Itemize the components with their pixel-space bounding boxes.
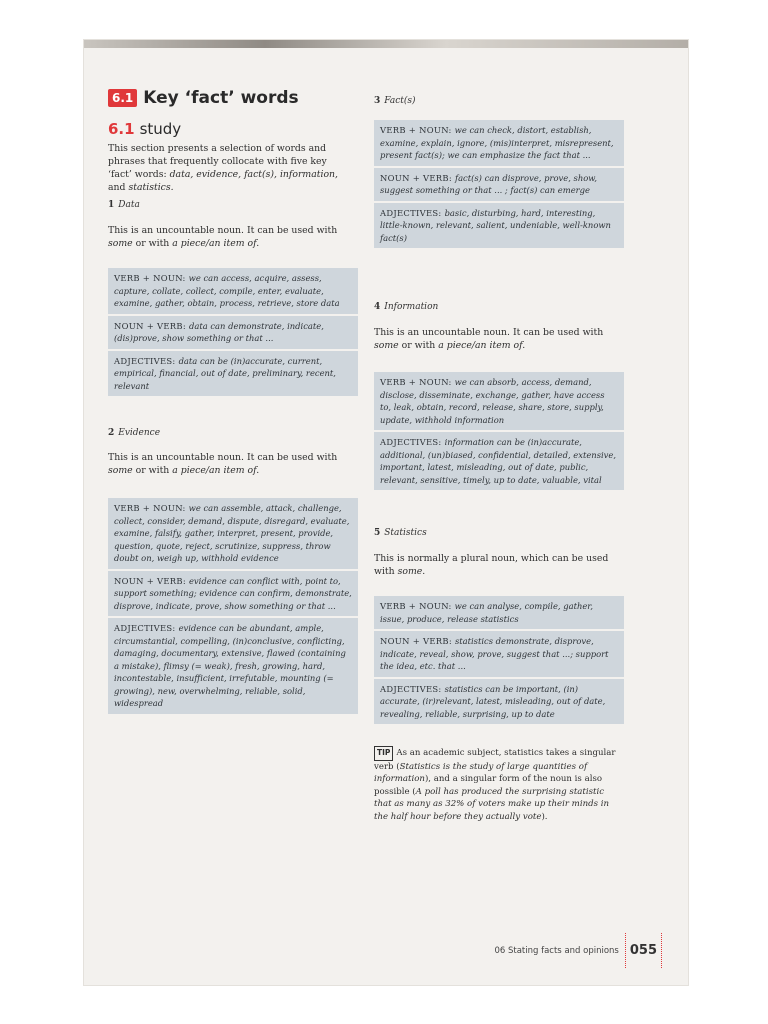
box-label: ADJECTIVES: [114, 355, 176, 366]
information-description [374, 326, 624, 352]
box-text: we can analyse, compile, gather, issue, produce, release statistics [380, 601, 594, 624]
box-text: evidence can be abundant, ample, circumstantial, compelling, (in)conclusive, conflicting, damaging, documentary, extensive, flawed (containing a mistake), flimsy (= weak), fresh, growing, hard, incontestable, insufficient, irrefutable, mounting (= growing), new, overwhelming, reliable, solid, widespread [114, 623, 346, 708]
section-number: 2 [108, 428, 115, 438]
book-page [84, 40, 688, 985]
section-title: Fact(s) [384, 96, 416, 106]
intro-last: statistics. [128, 182, 174, 193]
desc-text: This is normally a plural noun, which can be used with [374, 553, 609, 577]
box-text: evidence can conflict with, point to, support something; evidence can confirm, demonstrate, disprove, indicate, prove, show something or that ... [114, 575, 352, 611]
tip-text: ). [541, 811, 548, 822]
tip-text: As an academic subject, statistics takes a singular verb ( [374, 748, 616, 772]
statistics-collocation-boxes [374, 596, 624, 726]
facts-collocation-boxes [374, 120, 624, 250]
desc-text: This is an uncountable noun. It can be used with [374, 327, 604, 338]
section-title: Evidence [118, 428, 161, 438]
information-adjectives-box [374, 432, 624, 492]
section-title: Information [384, 302, 439, 312]
intro-words: data, evidence, fact(s), information, [169, 169, 338, 180]
tip-italic: Statistics is the study of large quantities of information [374, 761, 588, 784]
facts-verb-noun-box [374, 120, 624, 168]
information-collocation-boxes [374, 372, 624, 492]
chapter-name: 06 Stating facts and opinions [494, 945, 619, 956]
box-label: VERB + NOUN: [380, 601, 452, 611]
box-label: NOUN + VERB: [380, 636, 452, 646]
intro-and: and [108, 182, 129, 193]
unit-heading [108, 88, 299, 108]
facts-adjectives-box [374, 203, 624, 251]
box-label: NOUN + VERB: [114, 575, 186, 586]
sub-heading [108, 120, 181, 138]
box-text: we can assemble, attack, challenge, collect, consider, demand, dispute, disregard, evaluate, examine, falsify, gather, interpret, present, provide, question, quote, reject, scrutinize, suppress, throw doubt on, weigh up, withhold evidence [114, 503, 350, 563]
intro-paragraph [108, 142, 353, 194]
evidence-noun-verb-box [108, 571, 358, 619]
box-text: we can check, distort, establish, examine, explain, ignore, (mis)interpret, misrepresent, present fact(s); we can emphasize the fact that ... [380, 125, 614, 160]
desc-text: This is an uncountable noun. It can be used with [108, 225, 338, 236]
box-label: VERB + NOUN: [114, 503, 186, 513]
statistics-noun-verb-box [374, 631, 624, 679]
evidence-verb-noun-box [108, 498, 358, 571]
box-text: data can be (in)accurate, current, empirical, financial, out of date, preliminary, recent, relevant [114, 355, 336, 391]
desc-italic: some [108, 465, 133, 476]
desc-text: or with [132, 238, 173, 249]
facts-noun-verb-box [374, 168, 624, 203]
information-verb-noun-box [374, 372, 624, 432]
intro-lead: This section presents a selection of words and phrases that frequently collocate with five key ‘fact’ words: [108, 143, 327, 180]
desc-italic: a piece/an item of. [172, 465, 260, 476]
sub-heading-number: 6.1 [108, 120, 135, 138]
section-number: 3 [374, 96, 381, 106]
section-heading-information [374, 302, 438, 312]
section-number: 4 [374, 302, 381, 312]
section-heading-facts [374, 96, 416, 106]
statistics-adjectives-box [374, 679, 624, 727]
page-number: 055 [625, 933, 662, 968]
unit-badge: 6.1 [108, 89, 137, 107]
data-noun-verb-box [108, 316, 358, 351]
section-title: Statistics [384, 528, 427, 538]
section-title: Data [118, 200, 140, 210]
page-top-edge [84, 40, 688, 48]
desc-italic: some. [397, 566, 426, 577]
box-label: NOUN + VERB: [114, 320, 186, 331]
desc-text: or with [398, 340, 439, 351]
box-text: statistics can be important, (in) accurate, (ir)relevant, latest, misleading, out of date, revealing, reliable, surprising, up to date [380, 683, 606, 719]
evidence-description [108, 451, 358, 477]
unit-title: Key ‘fact’ words [143, 88, 299, 108]
tip-italic: A poll has produced the surprising statistic that as many as 32% of voters make up their minds in the half hour before they actually vote [374, 786, 610, 822]
data-description [108, 224, 353, 250]
box-label: ADJECTIVES: [380, 207, 442, 218]
box-label: ADJECTIVES: [380, 683, 442, 694]
data-adjectives-box [108, 351, 358, 399]
tip-note [374, 746, 624, 823]
box-text: we can access, acquire, assess, capture, collate, collect, compile, enter, evaluate, examine, gather, obtain, process, retrieve, store data [114, 273, 340, 308]
tip-text: ), and a singular form of the noun is also possible ( [374, 774, 603, 797]
evidence-collocation-boxes [108, 498, 358, 716]
sub-heading-text: study [139, 120, 182, 138]
box-label: ADJECTIVES: [380, 437, 442, 447]
desc-italic: a piece/an item of. [172, 238, 260, 249]
desc-italic: some [108, 238, 133, 249]
box-text: fact(s) can disprove, prove, show, suggest something or that ... ; fact(s) can emerge [380, 172, 598, 195]
box-text: statistics demonstrate, disprove, indicate, reveal, show, prove, suggest that ...; support the idea, etc. that ... [380, 636, 609, 671]
box-text: we can absorb, access, demand, disclose, disseminate, exchange, gather, have access to, leak, obtain, record, release, share, store, supply, update, withhold information [380, 377, 605, 425]
box-label: VERB + NOUN: [114, 273, 186, 283]
desc-italic: a piece/an item of. [438, 340, 526, 351]
box-label: NOUN + VERB: [380, 172, 452, 183]
desc-text: This is an uncountable noun. It can be used with [108, 452, 338, 463]
box-text: information can be (in)accurate, additional, (un)biased, confidential, detailed, extensive, important, latest, misleading, out of date, public, relevant, sensitive, timely, up to date, valuable, vital [380, 437, 617, 485]
box-label: VERB + NOUN: [380, 377, 452, 387]
desc-italic: some [374, 340, 399, 351]
box-text: data can demonstrate, indicate, (dis)prove, show something or that ... [114, 320, 324, 343]
section-heading-evidence [108, 428, 160, 438]
page-footer [494, 933, 662, 968]
section-number: 1 [108, 200, 115, 210]
section-number: 5 [374, 528, 381, 538]
evidence-adjectives-box [108, 618, 358, 716]
section-heading-statistics [374, 528, 427, 538]
box-label: ADJECTIVES: [114, 623, 176, 633]
statistics-verb-noun-box [374, 596, 624, 631]
box-text: basic, disturbing, hard, interesting, little-known, relevant, salient, undeniable, well-known fact(s) [380, 207, 611, 243]
data-collocation-boxes [108, 268, 358, 398]
box-label: VERB + NOUN: [380, 125, 452, 135]
tip-label: TIP [374, 746, 393, 761]
data-verb-noun-box [108, 268, 358, 316]
desc-text: or with [132, 465, 173, 476]
section-heading-data [108, 200, 140, 210]
statistics-description [374, 552, 624, 578]
